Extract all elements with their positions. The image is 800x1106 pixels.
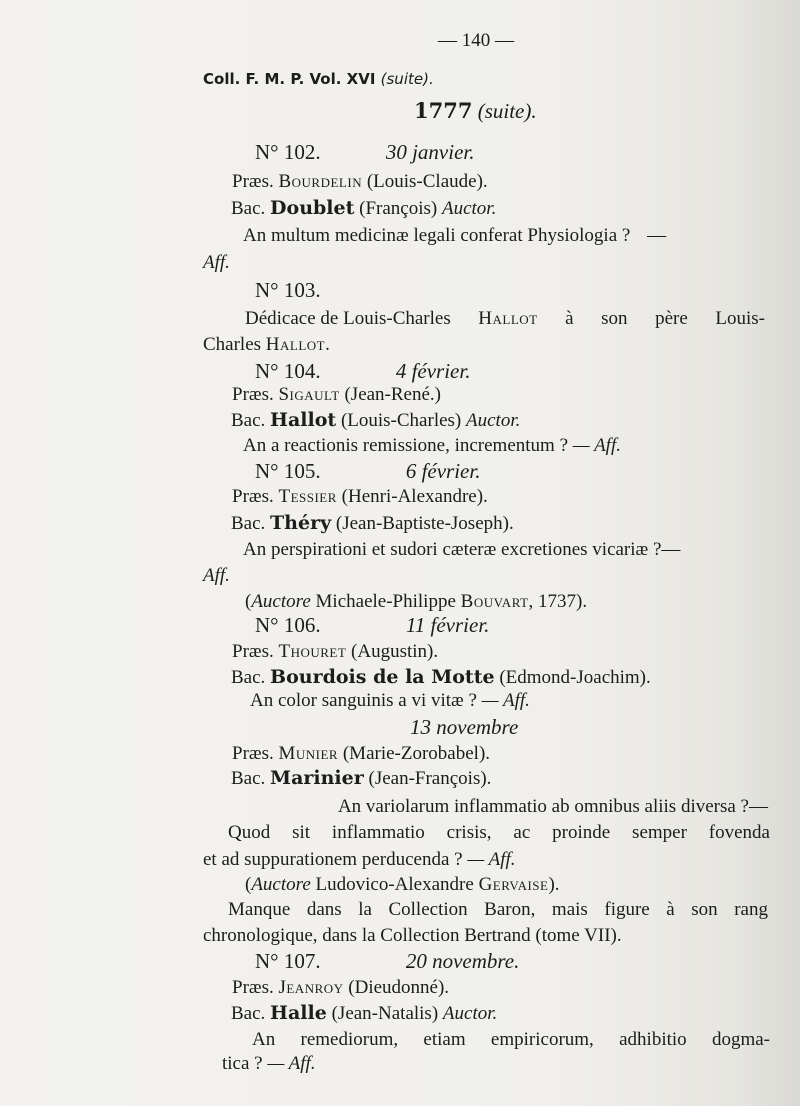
- praes-name: Bourdelin: [278, 171, 363, 192]
- entry-date: 20 novembre.: [405, 949, 520, 973]
- praes-name: Munier: [278, 743, 339, 764]
- thesis-question: An color sanguinis a vi vitæ ?: [250, 690, 477, 711]
- auctore-given: Ludovico-Alexandre: [315, 874, 474, 895]
- year: 1777: [414, 98, 473, 123]
- entry-106-question2-line2: Quod sit inflammatio crisis, ac proinde semper fovenda: [228, 822, 770, 843]
- dedication-name: Hallot: [478, 308, 538, 329]
- entry-date: 6 février.: [405, 459, 481, 483]
- bac-name: Hallot: [270, 409, 337, 431]
- entry-106-praeses: [232, 641, 438, 663]
- auctore-end: ).: [548, 874, 560, 895]
- bac-given: (Jean-Natalis): [331, 1003, 439, 1024]
- entry-107-praeses: [232, 977, 449, 999]
- entry-106-header: [255, 614, 489, 636]
- bac-name: Théry: [270, 512, 332, 534]
- no-label: N°: [255, 278, 279, 302]
- entry-103-dedication-line2: [203, 334, 330, 356]
- entry-104-question: [243, 435, 621, 457]
- entry-106-bachelor: [231, 666, 651, 689]
- bac-label: Bac.: [231, 198, 266, 219]
- page-number: — 140 —: [438, 30, 514, 51]
- dedication-word: père: [655, 308, 688, 329]
- praes-given: (Louis-Claude).: [366, 171, 488, 192]
- praes-label: Præs.: [232, 743, 274, 764]
- praes-label: Præs.: [232, 384, 274, 405]
- praes-given: (Dieudonné).: [348, 977, 450, 998]
- bac-given: (Jean-François).: [368, 768, 492, 789]
- no-label: N°: [255, 949, 279, 973]
- entry-105-question: [243, 539, 680, 561]
- dash: —: [647, 225, 667, 246]
- auctore-year: , 1737).: [528, 591, 588, 612]
- auctore-label: Auctore: [251, 874, 311, 895]
- entry-107-bachelor: [231, 1002, 497, 1025]
- entry-104-header: [255, 360, 470, 382]
- entry-104-praeses: [232, 384, 441, 406]
- entry-number: 107.: [283, 949, 321, 973]
- year-heading: [414, 100, 537, 122]
- collection-title: Coll. F. M. P. Vol. XVI: [203, 70, 376, 88]
- auctore-name: Bouvart: [460, 591, 529, 612]
- aff-label: — Aff.: [572, 435, 621, 456]
- dedication-text: Dédicace de Louis-Charles: [245, 308, 451, 329]
- praes-name: Tessier: [278, 486, 337, 507]
- no-label: N°: [255, 140, 279, 164]
- entry-103-header: [255, 279, 321, 301]
- entry-105-header: [255, 460, 480, 482]
- entry-102-praeses: [232, 171, 488, 193]
- bac-label: Bac.: [231, 1003, 266, 1024]
- bac-name: Halle: [270, 1002, 327, 1024]
- bac-name: Doublet: [270, 197, 355, 219]
- no-label: N°: [255, 613, 279, 637]
- dash: —: [661, 539, 681, 560]
- auctore-given: Michaele-Philippe: [315, 591, 456, 612]
- bac-given: (Edmond-Joachim).: [499, 667, 651, 688]
- auctore-label: Auctore: [251, 591, 311, 612]
- praes-name: Jeanroy: [278, 977, 344, 998]
- entry-date: 4 février.: [395, 359, 471, 383]
- thesis-question: et ad suppurationem perducenda ?: [203, 849, 463, 870]
- entry-date: 30 janvier.: [385, 140, 475, 164]
- praes-given: (Henri-Alexandre).: [341, 486, 488, 507]
- dedication-word: son: [601, 308, 628, 329]
- entry-number: 104.: [283, 359, 321, 383]
- entry-date: 11 février.: [405, 613, 490, 637]
- entry-number: 105.: [283, 459, 321, 483]
- bac-label: Bac.: [231, 513, 266, 534]
- entry-106-question2-line1: An variolarum inflammatio ab omnibus aliis diversa ?—: [337, 796, 768, 817]
- praes-name: Sigault: [278, 384, 340, 405]
- aff-label: — Aff.: [267, 1053, 316, 1074]
- dedication-text: Charles: [203, 334, 262, 355]
- bac-given: (Jean-Baptiste-Joseph).: [335, 513, 514, 534]
- bac-given: (Louis-Charles): [340, 410, 462, 431]
- collection-header: [203, 68, 434, 90]
- entry-102-aff: Aff.: [203, 252, 230, 273]
- entry-106-question2-line3: [203, 849, 516, 871]
- bac-name: Marinier: [270, 767, 364, 789]
- entry-103-dedication-line1: [245, 308, 765, 330]
- entry-105-bachelor: [231, 512, 514, 535]
- auctore-name: Gervaise: [478, 874, 549, 895]
- no-label: N°: [255, 459, 279, 483]
- praes-name: Thouret: [278, 641, 347, 662]
- bac-label: Bac.: [231, 410, 266, 431]
- aff-label: — Aff.: [467, 849, 516, 870]
- dedication-name: Hallot: [265, 334, 326, 355]
- entry-106-note-line1: Manque dans la Collection Baron, mais figure à son rang: [228, 899, 768, 920]
- praes-given: (Augustin).: [351, 641, 439, 662]
- entry-105-aff: Aff.: [203, 565, 230, 586]
- auctor-label: Auctor.: [442, 1003, 498, 1024]
- entry-102-header: [255, 141, 474, 163]
- thesis-question: An multum medicinæ legali conferat Physiologia ?: [243, 225, 631, 246]
- bac-label: Bac.: [231, 768, 266, 789]
- entry-106-date2: 13 novembre: [410, 715, 519, 739]
- dedication-word: Louis-: [715, 308, 765, 329]
- entry-106-auctore: (Auctore Ludovico-Alexandre Gervaise).: [245, 874, 560, 895]
- thesis-question: An perspirationi et sudori cæteræ excretiones vicariæ ?: [243, 539, 662, 560]
- praes-given: (Marie-Zorobabel).: [342, 743, 491, 764]
- praes-label: Præs.: [232, 171, 274, 192]
- praes-label: Præs.: [232, 977, 274, 998]
- entry-107-question-line1: An remediorum, etiam empiricorum, adhibitio dogma-: [252, 1029, 770, 1050]
- entry-106-bachelor2: [231, 767, 491, 790]
- dedication-word: à: [565, 308, 574, 329]
- dedication-end: .: [325, 334, 330, 355]
- collection-suite: (suite).: [380, 70, 434, 88]
- entry-107-header: [255, 950, 519, 972]
- auctor-label: Auctor.: [466, 410, 521, 431]
- bac-label: Bac.: [231, 667, 266, 688]
- entry-106-question: [250, 690, 530, 712]
- entry-106-praeses2: [232, 743, 490, 765]
- praes-label: Præs.: [232, 486, 274, 507]
- praes-label: Præs.: [232, 641, 274, 662]
- thesis-question: An a reactionis remissione, incrementum ?: [243, 435, 569, 456]
- thesis-question: tica ?: [222, 1053, 263, 1074]
- year-suite: (suite).: [477, 99, 537, 123]
- entry-105-auctore: (Auctore Michaele-Philippe Bouvart, 1737).: [245, 591, 588, 612]
- entry-number: 106.: [283, 613, 321, 637]
- auctor-label: Auctor.: [441, 198, 497, 219]
- no-label: N°: [255, 359, 279, 383]
- entry-107-question-line2: [222, 1053, 316, 1075]
- entry-102-bachelor: [231, 197, 496, 220]
- aff-label: — Aff.: [481, 690, 530, 711]
- entry-number: 102.: [283, 140, 321, 164]
- praes-given: (Jean-René.): [344, 384, 441, 405]
- entry-104-bachelor: [231, 409, 520, 432]
- entry-105-praeses: [232, 486, 488, 508]
- entry-106-note-line2: chronologique, dans la Collection Bertrand (tome VII).: [203, 925, 622, 946]
- bac-name: Bourdois de la Motte: [270, 666, 495, 688]
- entry-102-question: [243, 225, 666, 247]
- bac-given: (François): [359, 198, 438, 219]
- entry-number: 103.: [283, 278, 321, 302]
